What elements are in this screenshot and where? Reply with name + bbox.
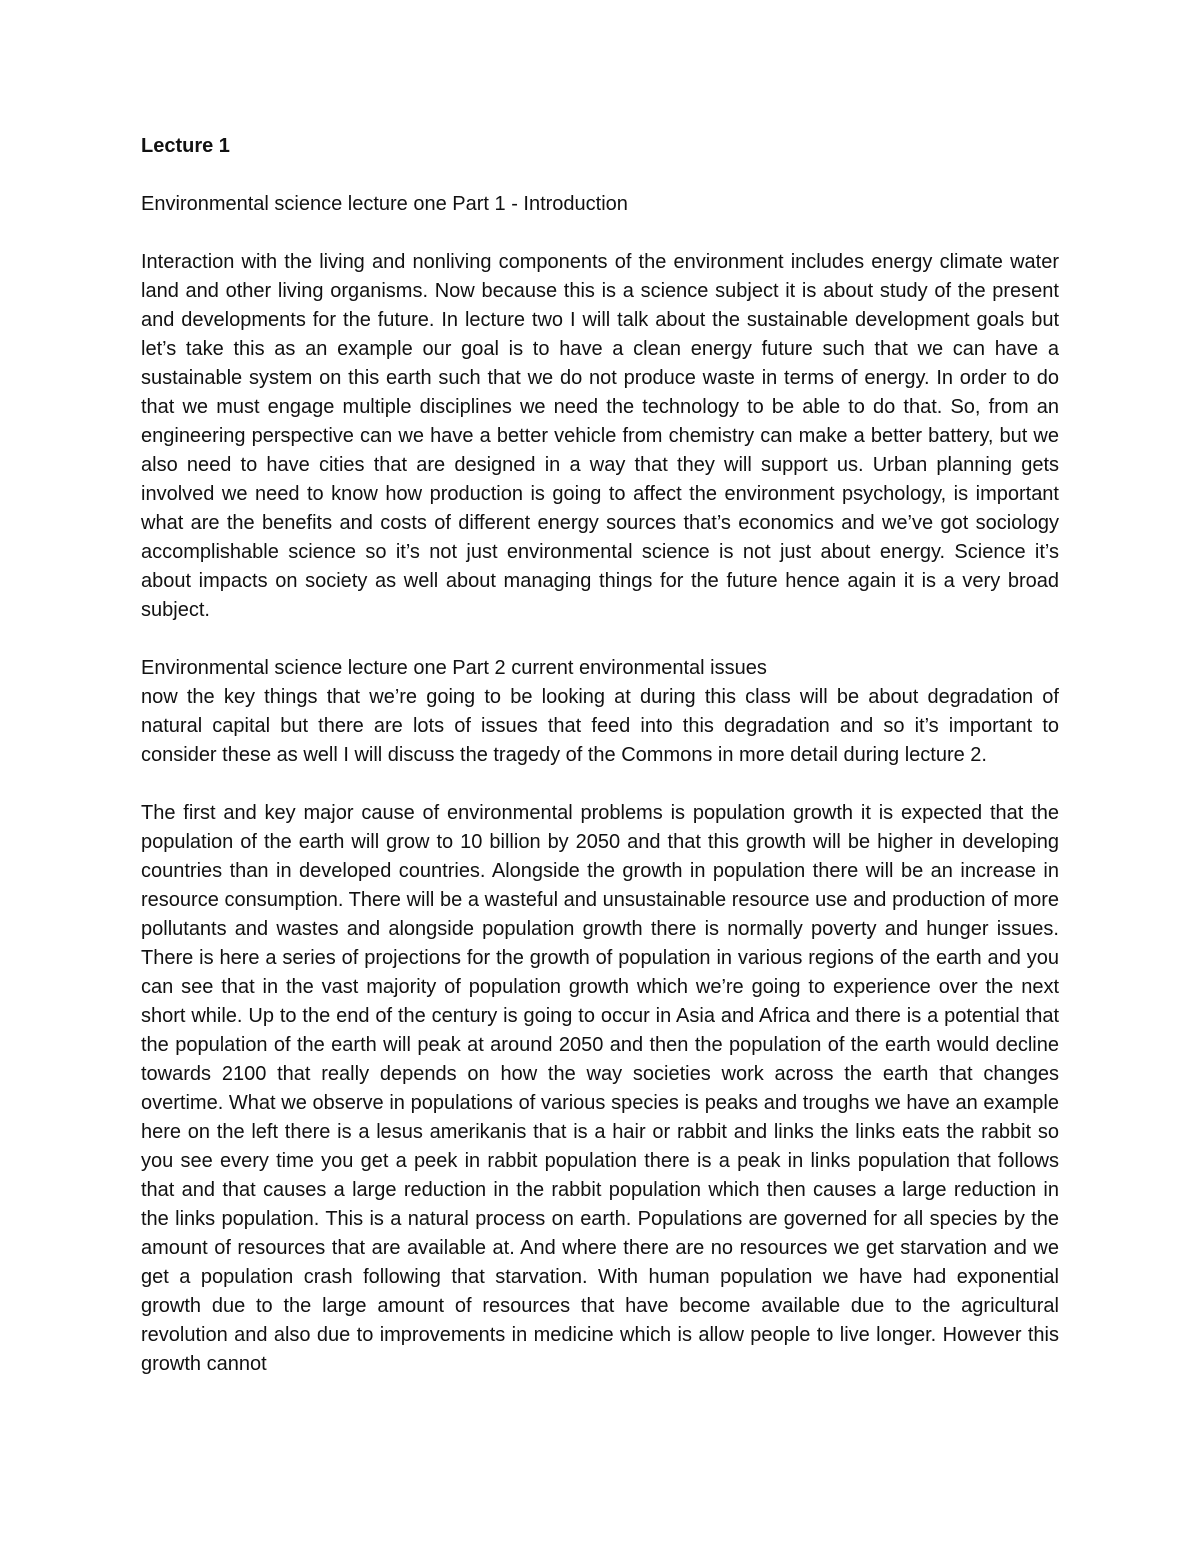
part1-paragraph: Interaction with the living and nonliving components of the environment includes energy climate water land and other living organisms. Now because this is a science subject it is about study of the present and developments for the future. In lecture two I will talk about the sustainable development goals but let’s take this as an example our goal is to have a clean energy future such that we can have a sustainable system on this earth such that we do not produce waste in terms of energy. In order to do that we must engage multiple disciplines we need the technology to be able to do that. So, from an engineering perspective can we have a better vehicle from chemistry can make a better battery, but we also need to have cities that are designed in a way that they will support us. Urban planning gets involved we need to know how production is going to affect the environment psychology, is important what are the benefits and costs of different energy sources that’s economics and we’ve got sociology accomplishable science so it’s not just environmental science is not just about energy. Science it’s about impacts on society as well about managing things for the future hence again it is a very broad subject.	[141, 251, 1059, 621]
part2-paragraph-1: now the key things that we’re going to be looking at during this class will be about degradation of natural capital but there are lots of issues that feed into this degradation and so it’s important to consider these as well I will discuss the tragedy of the Commons in more detail during lecture 2.	[141, 686, 1059, 766]
part2-heading: Environmental science lecture one Part 2 current environmental issues	[141, 657, 767, 679]
document-title: Lecture 1	[141, 135, 230, 157]
spacer	[141, 625, 1059, 654]
part1-heading: Environmental science lecture one Part 1 - Introduction	[141, 193, 628, 215]
spacer	[141, 770, 1059, 799]
spacer	[141, 219, 1059, 248]
part2-paragraph-2: The first and key major cause of environmental problems is population growth it is expected that the population of the earth will grow to 10 billion by 2050 and that this growth will be higher in developing countries than in developed countries. Alongside the growth in population there will be an increase in resource consumption. There will be a wasteful and unsustainable resource use and production of more pollutants and wastes and alongside population growth there is normally poverty and hunger issues. There is here a series of projections for the growth of population in various regions of the earth and you can see that in the vast majority of population growth which we’re going to experience over the next short while. Up to the end of the century is going to occur in Asia and Africa and there is a potential that the population of the earth will peak at around 2050 and then the population of the earth would decline towards 2100 that really depends on how the way societies work across the earth that changes overtime. What we observe in populations of various species is peaks and troughs we have an example here on the left there is a lesus amerikanis that is a hair or rabbit and links the links eats the rabbit so you see every time you get a peek in rabbit population there is a peak in links population that follows that and that causes a large reduction in the rabbit population which then causes a large reduction in the links population. This is a natural process on earth. Populations are governed for all species by the amount of resources that are available at. And where there are no resources we get starvation and we get a population crash following that starvation. With human population we have had exponential growth due to the large amount of resources that have become available due to the agricultural revolution and also due to improvements in medicine which is allow people to live longer. However this growth cannot	[141, 802, 1059, 1375]
document-body	[141, 132, 1059, 1379]
